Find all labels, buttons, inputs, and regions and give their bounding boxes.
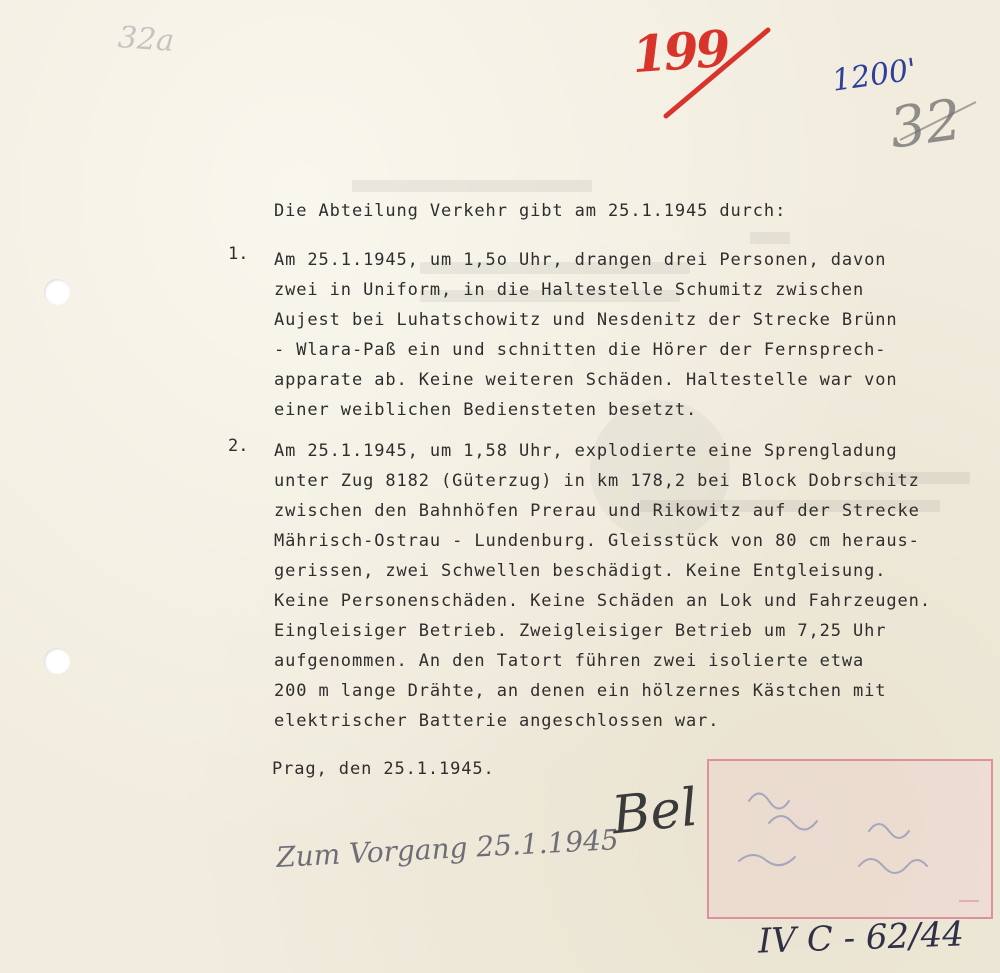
initials-signature: Bel — [609, 777, 701, 847]
paragraph-1-line: Am 25.1.1945, um 1,5o Uhr, drangen drei Personen, davon — [274, 250, 887, 270]
place-date-line: Prag, den 25.1.1945. — [272, 759, 495, 779]
pencil-handwritten-note: Zum Vorgang 25.1.1945 — [275, 823, 620, 874]
paragraph-2-line: unter Zug 8182 (Güterzug) in km 178,2 bei Block Dobrschitz — [274, 471, 920, 491]
paragraph-number-1: 1. — [228, 244, 249, 264]
rubber-stamp — [707, 759, 993, 919]
paragraph-2 — [274, 436, 931, 736]
paragraph-number-2: 2. — [228, 436, 249, 456]
paragraph-2-line: Am 25.1.1945, um 1,58 Uhr, explodierte eine Sprengladung — [274, 441, 898, 461]
file-reference: IV C - 62/44 — [757, 914, 965, 962]
paragraph-2-line: Keine Personenschäden. Keine Schäden an Lok und Fahrzeugen. — [274, 591, 931, 611]
red-folio-number: 199 — [630, 18, 730, 85]
paragraph-2-line: elektrischer Batterie angeschlossen war. — [274, 711, 720, 731]
document-heading: Die Abteilung Verkehr gibt am 25.1.1945 durch: — [274, 201, 787, 221]
gray-pencil-number: 32 — [885, 87, 966, 162]
paragraph-1 — [274, 245, 898, 425]
paragraph-1-line: - Wlara-Paß ein und schnitten die Hörer der Fernsprech- — [274, 340, 887, 360]
paragraph-2-line: Mährisch-Ostrau - Lundenburg. Gleisstück von 80 cm heraus- — [274, 531, 920, 551]
paragraph-2-line: gerissen, zwei Schwellen beschädigt. Keine Entgleisung. — [274, 561, 887, 581]
paragraph-1-line: einer weiblichen Bediensteten besetzt. — [274, 400, 698, 420]
paragraph-1-line: apparate ab. Keine weiteren Schäden. Haltestelle war von — [274, 370, 898, 390]
paragraph-1-line: zwei in Uniform, in die Haltestelle Schumitz zwischen — [274, 280, 865, 300]
red-strike-line — [600, 20, 800, 120]
stamp-scribbles — [709, 761, 991, 917]
paragraph-2-line: 200 m lange Drähte, an denen ein hölzernes Kästchen mit — [274, 681, 887, 701]
paragraph-2-line: zwischen den Bahnhöfen Prerau und Rikowitz auf der Strecke — [274, 501, 920, 521]
paragraph-2-line: aufgenommen. An den Tatort führen zwei isolierte etwa — [274, 651, 865, 671]
paragraph-2-line: Eingleisiger Betrieb. Zweigleisiger Betrieb um 7,25 Uhr — [274, 621, 887, 641]
paragraph-1-line: Aujest bei Luhatschowitz und Nesdenitz der Strecke Brünn — [274, 310, 898, 330]
gray-pencil-stroke — [860, 90, 980, 150]
pencil-top-left-note: 32a — [116, 20, 176, 59]
blue-ink-note: 1200' — [829, 52, 919, 99]
